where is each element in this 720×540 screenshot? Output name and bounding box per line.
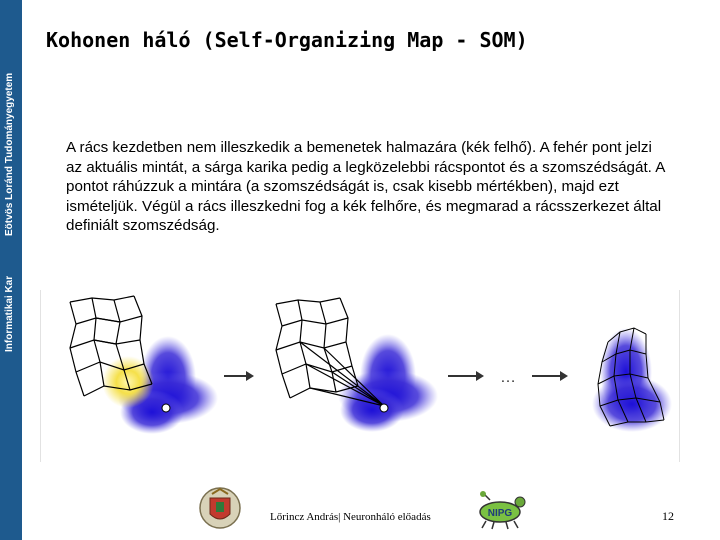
university-label: Eötvös Loránd Tudományegyetem [4,72,15,236]
university-crest-icon [198,484,242,532]
footer-text: Lőrincz András| Neuronháló előadás [270,511,431,523]
sample-point [380,404,388,412]
sidebar-divider [22,0,25,540]
ellipsis-text: … [500,369,516,386]
slide-title: Kohonen háló (Self-Organizing Map - SOM) [46,28,528,52]
faculty-label: Informatikai Kar [4,275,15,352]
sidebar [0,0,22,540]
page-number: 12 [662,509,674,523]
slide-body-text: A rács kezdetben nem illeszkedik a bemenetek halmazára (kék felhő). A fehér pont jelzi az aktuális mintát, a sárga karika pedig a legközelebbi rácspontot és a szomszédságát. A pontot ráhúzzuk a mintára (a szomszédságát is, csak kisebb mértékben), majd ezt ismételjük. Végül a rács illeszkedni fog a kék felhőre, és megmarad a rácsszerkezet által definiált szomszédság. [66,139,665,234]
sample-point [162,404,170,412]
nipg-logo-text: NIPG [487,508,513,519]
nipg-logo-icon [470,490,532,530]
som-illustration [40,290,680,462]
